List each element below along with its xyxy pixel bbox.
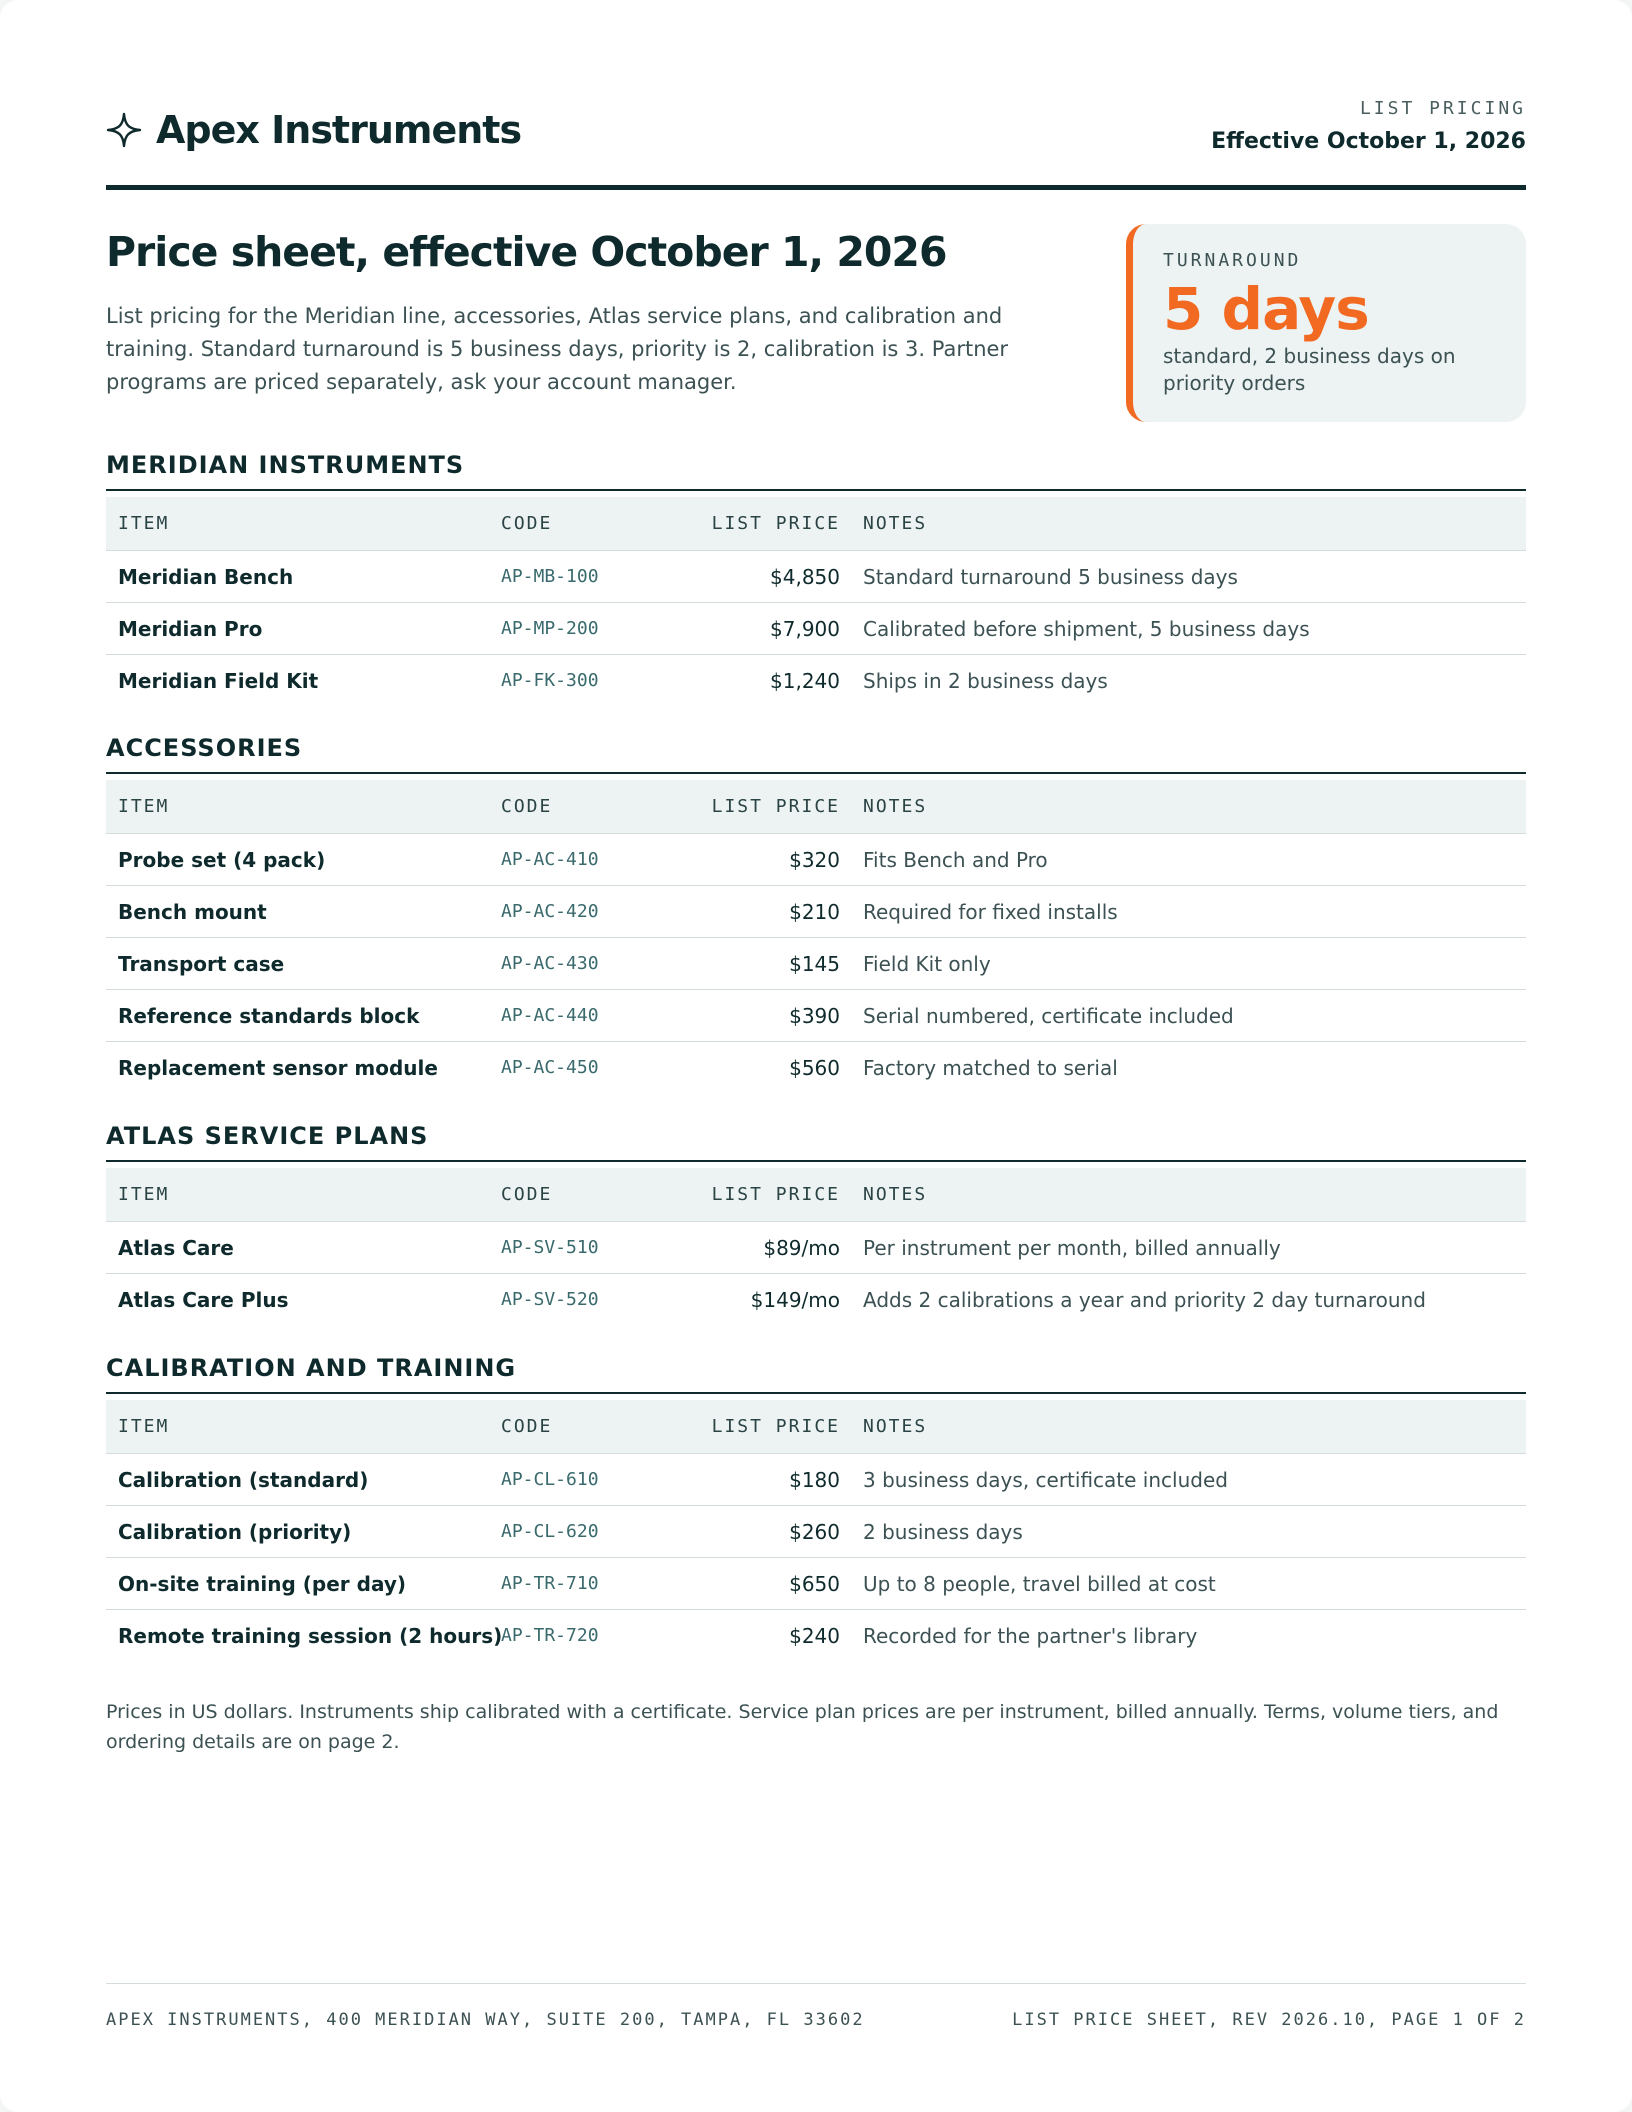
list-price: $390 [789, 1004, 840, 1028]
column-header-code: CODE [501, 1416, 553, 1437]
item-code: AP-AC-420 [501, 901, 599, 922]
column-header-code: CODE [501, 796, 553, 817]
item-notes: Required for fixed installs [863, 900, 1118, 924]
item-notes: Fits Bench and Pro [863, 848, 1048, 872]
brand [106, 108, 521, 152]
item-name: On-site training (per day) [118, 1572, 406, 1596]
item-code: AP-TR-720 [501, 1625, 599, 1646]
item-code: AP-SV-520 [501, 1289, 599, 1310]
column-header-item: ITEM [118, 1416, 170, 1437]
header-meta [1211, 98, 1526, 154]
footnote: Prices in US dollars. Instruments ship calibrated with a certificate. Service plan prices are per instrument, billed annually. Terms, volume tiers, and ordering details are on page 2. [106, 1701, 1499, 1753]
column-header-price: LIST PRICE [711, 513, 840, 534]
section-title: MERIDIAN INSTRUMENTS [106, 451, 1526, 491]
item-notes: Field Kit only [863, 952, 991, 976]
item-code: AP-CL-610 [501, 1469, 599, 1490]
list-price: $560 [789, 1056, 840, 1080]
price-section [106, 451, 1526, 707]
price-section [106, 1122, 1526, 1326]
column-header-notes: NOTES [863, 796, 928, 817]
page-header [106, 90, 1526, 190]
item-notes: Per instrument per month, billed annually [863, 1236, 1281, 1260]
column-header-notes: NOTES [863, 1416, 928, 1437]
table-row [106, 886, 1526, 938]
page-title: Price sheet, effective October 1, 2026 [106, 228, 947, 276]
table-header [106, 780, 1526, 834]
sparkle-icon [106, 112, 142, 148]
table-row [106, 1610, 1526, 1662]
table-row [106, 655, 1526, 707]
item-notes: Adds 2 calibrations a year and priority 2 day turnaround [863, 1288, 1426, 1312]
header-date: Effective October 1, 2026 [1211, 129, 1526, 154]
column-header-item: ITEM [118, 1184, 170, 1205]
brand-name: Apex Instruments [156, 108, 522, 152]
item-name: Remote training session (2 hours) [118, 1624, 503, 1648]
table-row [106, 1042, 1526, 1094]
item-code: AP-AC-410 [501, 849, 599, 870]
column-header-notes: NOTES [863, 1184, 928, 1205]
column-header-price: LIST PRICE [711, 796, 840, 817]
item-code: AP-TR-710 [501, 1573, 599, 1594]
column-header-price: LIST PRICE [711, 1184, 840, 1205]
item-name: Atlas Care [118, 1236, 234, 1260]
price-section [106, 1354, 1526, 1662]
item-name: Reference standards block [118, 1004, 420, 1028]
turnaround-callout [1126, 224, 1526, 422]
item-notes: Standard turnaround 5 business days [863, 565, 1238, 589]
table-row [106, 1506, 1526, 1558]
item-name: Probe set (4 pack) [118, 848, 326, 872]
table-header [106, 497, 1526, 551]
list-price: $180 [789, 1468, 840, 1492]
item-code: AP-MP-200 [501, 618, 599, 639]
table-header [106, 1400, 1526, 1454]
table-row [106, 551, 1526, 603]
item-notes: Calibrated before shipment, 5 business days [863, 617, 1310, 641]
item-name: Transport case [118, 952, 285, 976]
header-label: LIST PRICING [1359, 98, 1526, 119]
table-row [106, 1222, 1526, 1274]
callout-subtext: standard, 2 business days on priority orders [1163, 344, 1456, 395]
item-notes: Recorded for the partner's library [863, 1624, 1198, 1648]
item-code: AP-SV-510 [501, 1237, 599, 1258]
list-price: $4,850 [770, 565, 840, 589]
column-header-code: CODE [501, 1184, 553, 1205]
item-code: AP-AC-440 [501, 1005, 599, 1026]
table-row [106, 603, 1526, 655]
item-notes: Ships in 2 business days [863, 669, 1108, 693]
callout-value: 5 days [1163, 275, 1369, 343]
table-row [106, 1558, 1526, 1610]
item-notes: 3 business days, certificate included [863, 1468, 1228, 1492]
list-price: $320 [789, 848, 840, 872]
list-price: $650 [789, 1572, 840, 1596]
item-name: Meridian Pro [118, 617, 263, 641]
list-price: $1,240 [770, 669, 840, 693]
item-code: AP-MB-100 [501, 566, 599, 587]
item-code: AP-AC-430 [501, 953, 599, 974]
footer-address: APEX INSTRUMENTS, 400 MERIDIAN WAY, SUITE 200, TAMPA, FL 33602 [106, 2010, 865, 2030]
item-code: AP-AC-450 [501, 1057, 599, 1078]
list-price: $89/mo [763, 1236, 840, 1260]
item-name: Meridian Bench [118, 565, 294, 589]
table-row [106, 990, 1526, 1042]
item-name: Bench mount [118, 900, 267, 924]
item-name: Replacement sensor module [118, 1056, 438, 1080]
callout-label: TURNAROUND [1163, 250, 1302, 271]
price-section [106, 734, 1526, 1094]
item-name: Calibration (standard) [118, 1468, 369, 1492]
column-header-price: LIST PRICE [711, 1416, 840, 1437]
list-price: $7,900 [770, 617, 840, 641]
table-row [106, 1454, 1526, 1506]
section-title: ACCESSORIES [106, 734, 1526, 774]
list-price: $149/mo [750, 1288, 840, 1312]
table-row [106, 938, 1526, 990]
item-notes: Factory matched to serial [863, 1056, 1118, 1080]
item-notes: Up to 8 people, travel billed at cost [863, 1572, 1216, 1596]
column-header-item: ITEM [118, 513, 170, 534]
item-code: AP-CL-620 [501, 1521, 599, 1542]
list-price: $240 [789, 1624, 840, 1648]
column-header-code: CODE [501, 513, 553, 534]
list-price: $260 [789, 1520, 840, 1544]
table-row [106, 834, 1526, 886]
table-row [106, 1274, 1526, 1326]
section-title: CALIBRATION AND TRAINING [106, 1354, 1526, 1394]
table-header [106, 1168, 1526, 1222]
column-header-notes: NOTES [863, 513, 928, 534]
column-header-item: ITEM [118, 796, 170, 817]
item-name: Meridian Field Kit [118, 669, 319, 693]
item-name: Atlas Care Plus [118, 1288, 289, 1312]
section-title: ATLAS SERVICE PLANS [106, 1122, 1526, 1162]
item-name: Calibration (priority) [118, 1520, 352, 1544]
list-price: $210 [789, 900, 840, 924]
page-footer [106, 1983, 1526, 2030]
item-notes: 2 business days [863, 1520, 1023, 1544]
item-notes: Serial numbered, certificate included [863, 1004, 1234, 1028]
item-code: AP-FK-300 [501, 670, 599, 691]
intro-paragraph: List pricing for the Meridian line, accessories, Atlas service plans, and calibration and training. Standard turnaround is 5 business days, priority is 2, calibration is 3. Partner programs are priced separately, ask your account manager. [106, 304, 1009, 394]
footer-page-info: LIST PRICE SHEET, REV 2026.10, PAGE 1 OF 2 [1012, 2010, 1526, 2030]
list-price: $145 [789, 952, 840, 976]
